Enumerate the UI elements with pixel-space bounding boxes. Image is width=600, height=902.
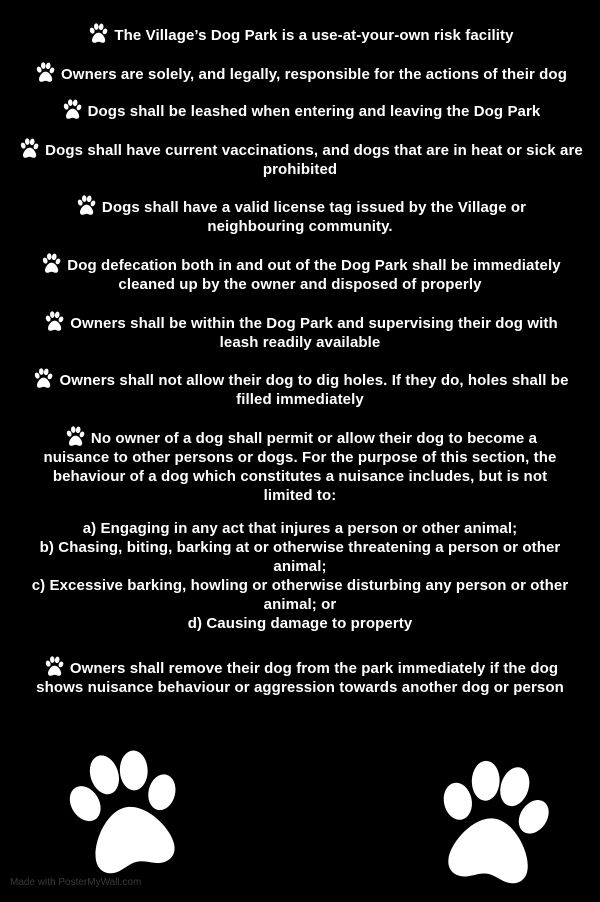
paw-print-icon (17, 136, 41, 160)
large-paw-print-icon-left (37, 725, 209, 897)
rule-9 (14, 424, 586, 505)
rule-7 (14, 309, 586, 352)
rule-text: Dogs shall be leashed when entering and leaving the Dog Park (87, 103, 541, 120)
rule-text: Owners shall be within the Dog Park and supervising their dog with leash readily available (70, 315, 558, 351)
rule-6 (14, 251, 586, 294)
rule-text: Dogs shall have current vaccinations, and dogs that are in heat or sick are prohibited (45, 142, 583, 178)
paw-print-icon (31, 366, 55, 390)
paw-print-icon (42, 654, 66, 678)
nuisance-item: d) Causing damage to property (187, 615, 413, 632)
rule-text: No owner of a dog shall permit or allow their dog to become a nuisance to other persons or dogs. For the purpose of this section, the behaviour of a dog which constitutes a nuisance includes, but is not limited to: (43, 430, 557, 504)
watermark: Made with PosterMyWall.com (10, 877, 142, 888)
rule-text: Dogs shall have a valid license tag issued by the Village or neighbouring community. (101, 199, 527, 235)
rule-4 (14, 136, 586, 179)
large-paw-print-icon-right (409, 739, 573, 902)
rule-text: The Village’s Dog Park is a use-at-your-own risk facility (114, 27, 514, 44)
nuisance-item: b) Chasing, biting, barking at or otherwise threatening a person or other animal; (39, 539, 561, 575)
rule-10 (14, 654, 586, 697)
nuisance-list (14, 519, 586, 633)
rule-text: Owners shall remove their dog from the park immediately if the dog shows nuisance behaviour or aggression towards another dog or person (36, 660, 564, 696)
rule-1 (14, 21, 586, 45)
rule-text: Dog defecation both in and out of the Dog Park shall be immediately cleaned up by the owner and disposed of properly (67, 257, 561, 293)
nuisance-item: c) Excessive barking, howling or otherwise disturbing any person or other animal; or (31, 577, 569, 613)
rule-3 (14, 97, 586, 121)
paw-print-icon (33, 60, 57, 84)
paw-print-icon (63, 424, 87, 448)
rule-text: Owners shall not allow their dog to dig holes. If they do, holes shall be filled immediately (59, 372, 569, 408)
nuisance-item: a) Engaging in any act that injures a person or other animal; (82, 520, 518, 537)
paw-print-icon (60, 97, 84, 121)
paw-print-icon (39, 251, 63, 275)
rule-text: Owners are solely, and legally, responsible for the actions of their dog (61, 66, 567, 83)
rule-2 (14, 60, 586, 84)
paw-print-icon (86, 21, 110, 45)
paw-print-icon (74, 193, 98, 217)
paw-print-icon (42, 309, 66, 333)
rule-5 (14, 193, 586, 236)
rule-8 (14, 366, 586, 409)
